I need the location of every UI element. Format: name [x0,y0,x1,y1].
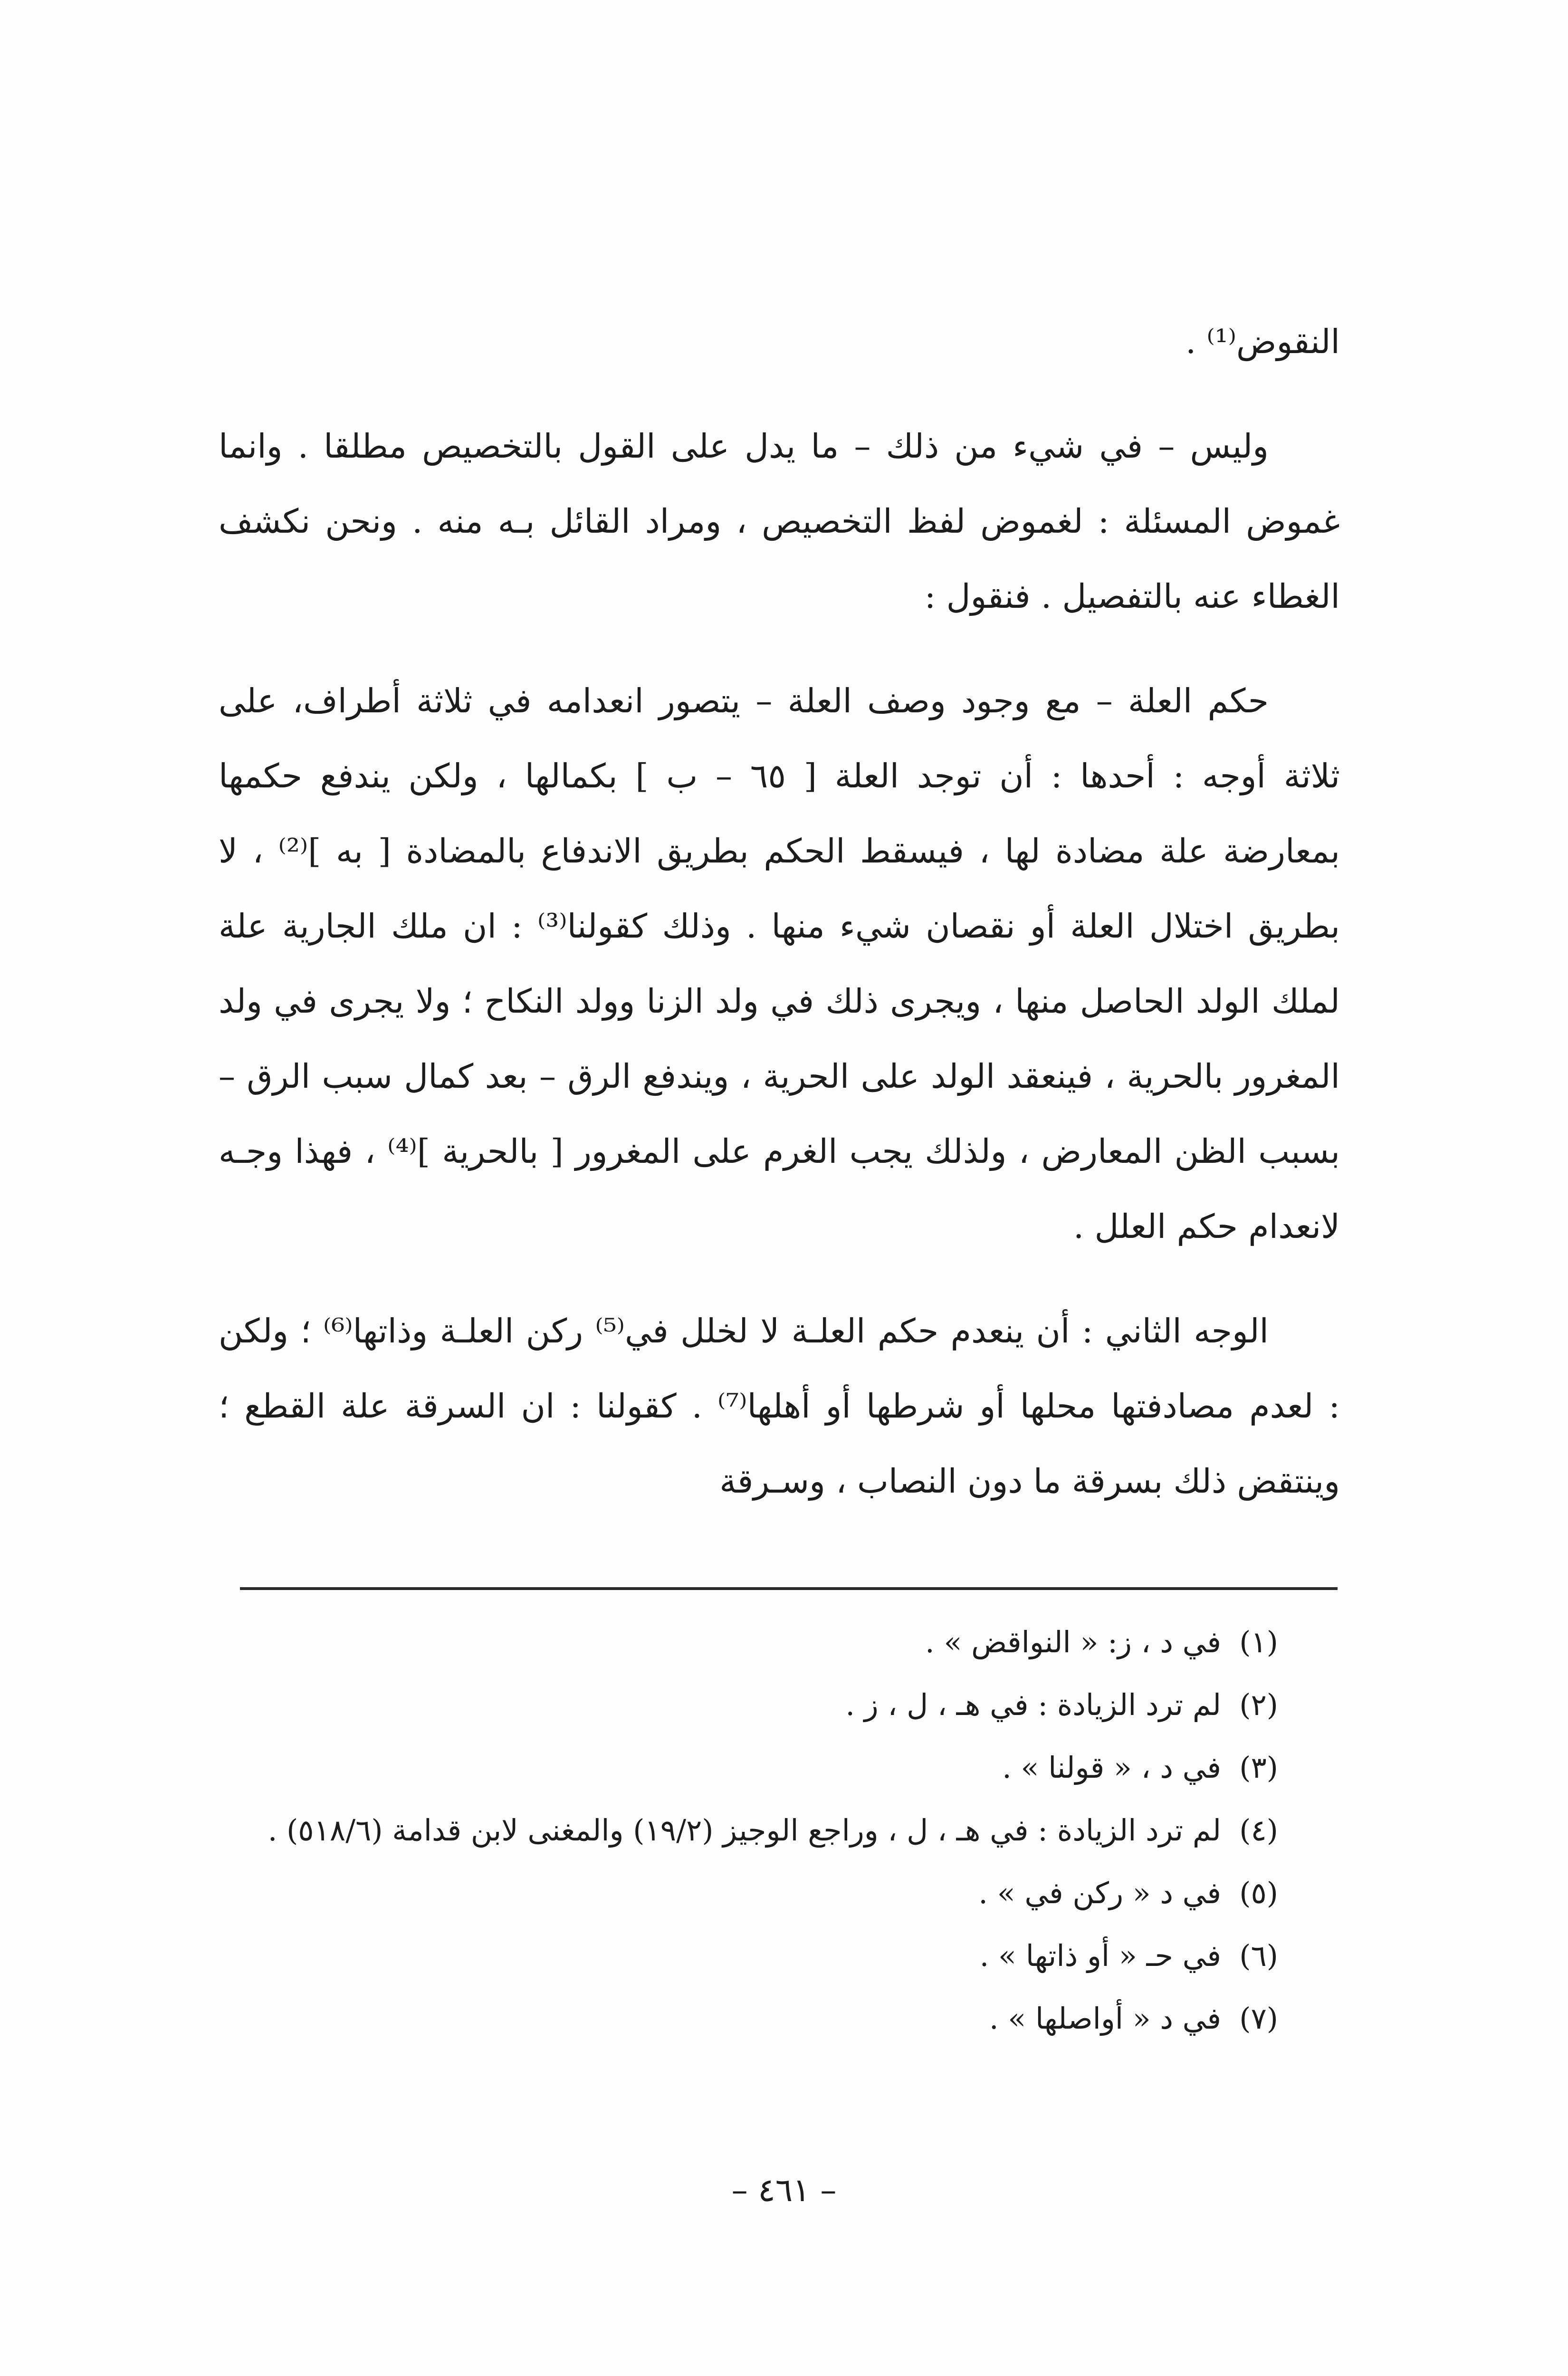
footnote-number: (٢) [1239,1687,1278,1722]
footnote-text: في حـ « أو ذاتها » . [979,1938,1221,1973]
footnote-4 [219,1799,1340,1862]
page-number: – ٤٦١ – [731,2172,837,2209]
footnote-text: في د « ركن في » . [978,1876,1221,1910]
footnote-number: (٧) [1239,2001,1278,2036]
footnote-2 [219,1674,1340,1736]
footnote-number: (٥) [1239,1876,1278,1910]
main-text [219,304,1340,1548]
footnote-text: في د « أواصلها » . [989,2001,1221,2036]
footnote-6 [219,1925,1340,1987]
footnote-5 [219,1862,1340,1925]
paragraph-2: وليس – في شيء من ذلك – ما يدل على القول بالتخصيص مطلقا . وانما غموض المسئلة : لغموض لفظ التخصيص ، ومراد القائل بـه منه . ونحن نكشف الغطاء عنه بالتفصيل . فنقول : [219,427,1340,616]
footnote-text: لم ترد الزيادة : في هـ ، ل ، ز . [845,1687,1221,1722]
footnote-number: (٦) [1239,1938,1278,1973]
paragraph-1: النقوض⁽¹⁾ . [1185,322,1340,361]
paragraph-3: حكم العلة – مع وجود وصف العلة – يتصور انعدامه في ثلاثة أطراف، على ثلاثة أوجه : أحدها : أن توجد العلة [ ٦٥ – ب ] بكمالها ، ولكن يندفع حكمها بمعارضة علة مضادة لها ، فيسقط الحكم بطريق الاندفاع بالمضادة [ به ]⁽²⁾ ، لا بطريق اختلال العلة أو نقصان شيء منها . وذلك كقولنا⁽³⁾ : ان ملك الجارية علة لملك الولد الحاصل منها ، ويجرى ذلك في ولد الزنا وولد النكاح ؛ ولا يجرى في ولد المغرور بالحرية ، فينعقد الولد على الحرية ، ويندفع الرق – بعد كمال سبب الرق – بسبب الظن المعارض ، ولذلك يجب الغرم على المغرور [ بالحرية ]⁽⁴⁾ ، فهذا وجـه لانعدام حكم العلل . [219,681,1340,1246]
footnote-text: في د ، ز: « النواقض » . [925,1625,1221,1659]
footnote-number: (٤) [1239,1813,1278,1848]
footnote-text: لم ترد الزيادة : في هـ ، ل ، وراجع الوجيز (١٩/٢) والمغنى لابن قدامة (٥١٨/٦) . [268,1813,1221,1848]
paragraph-4: الوجه الثاني : أن ينعدم حكم العلـة لا لخلل في⁽⁵⁾ ركن العلـة وذاتها⁽⁶⁾ ؛ ولكن : لعدم مصادفتها محلها أو شرطها أو أهلها⁽⁷⁾ . كقولنا : ان السرقة علة القطع ؛ وينتقض ذلك بسرقة ما دون النصاب ، وسـرقة [219,1312,1340,1501]
footnote-text: في د ، « قولنا » . [1002,1750,1221,1785]
footnote-number: (٣) [1239,1750,1278,1785]
footnote-3 [219,1736,1340,1799]
footnotes [219,1611,1340,2050]
footnote-1 [219,1611,1340,1674]
footnote-number: (١) [1239,1625,1278,1659]
footnote-divider [240,1587,1338,1590]
footnote-7 [219,1987,1340,2050]
